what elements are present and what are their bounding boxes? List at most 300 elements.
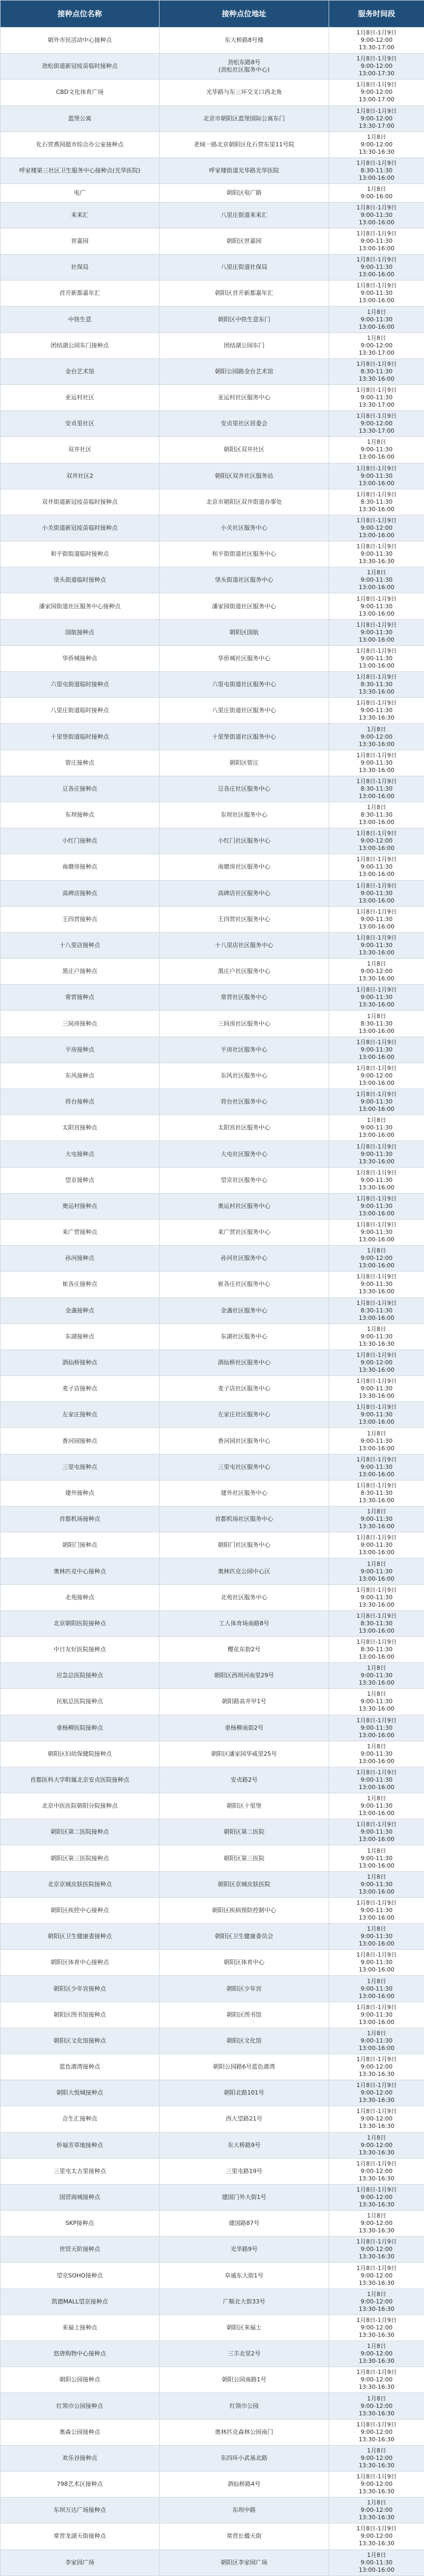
site-name-cell: 麦子店接种点 — [1, 1376, 160, 1402]
site-name-cell: 合生汇接种点 — [1, 2106, 160, 2132]
table-row — [1, 2106, 424, 2132]
service-hours-cell: 1月8日-1月9日 9:00-11:30 13:30-16:00 — [329, 1584, 424, 1610]
service-hours-cell: 1月8日-1月9日 9:00-12:00 13:30-16:30 — [329, 2080, 424, 2106]
service-hours-cell: 1月8日-1月9日 9:00-12:00 13:30-16:30 — [329, 2106, 424, 2132]
service-hours-cell: 1月8日-1月9日 9:00-11:30 13:30-16:00 — [329, 932, 424, 958]
service-hours-cell: 1月8日-1月9日 9:00-11:30 13:00-16:00 — [329, 1402, 424, 1428]
service-hours-cell: 1月8日-1月9日 9:00-12:00 13:00-17:30 — [329, 54, 424, 80]
table-row — [1, 1480, 424, 1506]
site-address-cell: 东湖社区服务中心 — [160, 1324, 329, 1350]
table-row — [1, 645, 424, 671]
table-row — [1, 2549, 424, 2575]
site-name-cell: 应急总医院接种点 — [1, 1663, 160, 1689]
site-name-cell: 蓝色港湾接种点 — [1, 2054, 160, 2080]
service-hours-cell: 1月8日-1月9日 9:00-11:30 13:00-16:00 — [329, 1897, 424, 1923]
service-hours-cell: 1月8日-1月9日 9:00-12:00 13:00-16:00 — [329, 1063, 424, 1089]
site-address-cell: 亚运村社区服务中心 — [160, 384, 329, 410]
table-row — [1, 1689, 424, 1715]
site-name-cell: 双井街道新冠疫苗临时接种点 — [1, 489, 160, 515]
site-name-cell: 潘家园街道社区服务中心接种点 — [1, 593, 160, 619]
table-row — [1, 1950, 424, 1976]
site-address-cell: 八里庄街道社区服务中心 — [160, 698, 329, 724]
site-address-cell: 朝阳区图书馆 — [160, 2002, 329, 2028]
site-address-cell: 朝阳区体育中心 — [160, 1950, 329, 1976]
site-name-cell: 北京朝阳医院接种点 — [1, 1610, 160, 1636]
table-row — [1, 1402, 424, 1428]
table-row — [1, 1350, 424, 1375]
table-row — [1, 2445, 424, 2471]
site-name-cell: 双井社区 — [1, 437, 160, 463]
service-hours-cell: 1月8日-1月9日 9:00-11:30 13:00-16:00 — [329, 880, 424, 906]
site-address-cell: 朝阳公园路金台艺术馆 — [160, 358, 329, 384]
service-hours-cell: 1月8日-1月9日 8:30-11:30 13:30-16:00 — [329, 1480, 424, 1506]
site-name-cell: 东风接种点 — [1, 1063, 160, 1089]
site-address-cell: 将台社区服务中心 — [160, 1089, 329, 1115]
table-row — [1, 1376, 424, 1402]
site-address-cell: 老域一路北京朝阳区化石营东里11号院 — [160, 132, 329, 157]
table-row — [1, 489, 424, 515]
table-row — [1, 1845, 424, 1871]
site-name-cell: 国贸商城接种点 — [1, 2184, 160, 2210]
service-hours-cell: 1月8日 9:00-11:30 13:00-16:00 — [329, 1976, 424, 2002]
table-row — [1, 157, 424, 183]
table-row — [1, 2498, 424, 2524]
site-address-cell: 常营长楹天街 — [160, 2524, 329, 2549]
site-address-cell: 三里屯社区服务中心 — [160, 1454, 329, 1480]
service-hours-cell: 1月8日-1月9日 9:00-11:30 13:30-16:00 — [329, 1141, 424, 1167]
service-hours-cell: 1月8日 9:00-12:00 13:30-16:30 — [329, 2498, 424, 2524]
site-address-cell: 十里堡街道社区服务中心 — [160, 724, 329, 750]
site-name-cell: CBD文化体育广场 — [1, 80, 160, 106]
table-row — [1, 1663, 424, 1689]
table-row — [1, 959, 424, 985]
site-name-cell: 劲松街道新冠疫苗临时接种点 — [1, 54, 160, 80]
site-address-cell: 太阳宫社区服务中心 — [160, 1115, 329, 1141]
site-name-cell: 垡头街道临时接种点 — [1, 567, 160, 593]
service-hours-cell: 1月8日-1月9日 9:00-11:30 13:00-16:00 — [329, 202, 424, 228]
service-hours-cell: 1月8日-1月9日 8:30-11:30 13:00-16:00 — [329, 157, 424, 183]
header-service-hours: 服务时间段 — [329, 1, 424, 28]
site-name-cell: 化石营燕园超市综合办公室接种点 — [1, 132, 160, 157]
table-row — [1, 1037, 424, 1063]
site-address-cell: 西大望路21号 — [160, 2106, 329, 2132]
site-name-cell: 十八里店接种点 — [1, 932, 160, 958]
table-row — [1, 906, 424, 932]
table-row — [1, 2289, 424, 2315]
site-name-cell: 侨福芳草地接种点 — [1, 2132, 160, 2158]
site-address-cell: 东大桥路9号 — [160, 2132, 329, 2158]
table-row — [1, 932, 424, 958]
table-row — [1, 1272, 424, 1298]
site-address-cell: 朝阳公园南路1号 — [160, 2367, 329, 2393]
table-row — [1, 1298, 424, 1324]
service-hours-cell: 1月8日 9:00-11:30 13:00-16:00 — [329, 567, 424, 593]
site-name-cell: 来福士接种点 — [1, 2315, 160, 2341]
site-name-cell: 国航接种点 — [1, 619, 160, 645]
service-hours-cell: 1月8日-1月9日 9:00-11:30 13:00-16:00 — [329, 1532, 424, 1558]
site-address-cell: 朝阳公园路6号蓝色港湾 — [160, 2054, 329, 2080]
table-row — [1, 2158, 424, 2184]
table-row — [1, 358, 424, 384]
site-address-cell: 朝阳区中铁生意东门 — [160, 306, 329, 332]
service-hours-cell: 1月8日-1月9日 9:00-12:00 13:30-16:00 — [329, 1350, 424, 1375]
service-hours-cell: 1月8日 9:00-11:30 13:30-16:00 — [329, 1689, 424, 1715]
service-hours-cell: 1月8日 9:00-11:30 13:00-16:00 — [329, 306, 424, 332]
site-address-cell: 首都机场社区服务中心 — [160, 1506, 329, 1532]
service-hours-cell: 1月8日-1月9日 9:00-11:30 13:30-16:00 — [329, 1376, 424, 1402]
table-row — [1, 776, 424, 802]
service-hours-cell: 1月8日 9:00-11:30 13:00-16:00 — [329, 1793, 424, 1819]
site-name-cell: 朝阳门接种点 — [1, 1532, 160, 1558]
service-hours-cell: 1月8日-1月9日 8:30-11:30 13:00-16:00 — [329, 1610, 424, 1636]
service-hours-cell: 1月8日-1月9日 9:00-11:30 13:00-16:00 — [329, 1454, 424, 1480]
site-name-cell: 朝外市民活动中心接种点 — [1, 28, 160, 54]
table-row — [1, 1532, 424, 1558]
site-address-cell: 望京社区服务中心 — [160, 1167, 329, 1193]
site-name-cell: 朝阳区妇幼保健院接种点 — [1, 1741, 160, 1767]
service-hours-cell: 1月8日 9:00-11:30 13:00-16:00 — [329, 1741, 424, 1767]
site-address-cell: 朝阳区文化馆 — [160, 2028, 329, 2054]
table-row — [1, 132, 424, 157]
site-name-cell: 798艺术区接种点 — [1, 2471, 160, 2497]
site-name-cell: 王四营接种点 — [1, 906, 160, 932]
service-hours-cell: 1月8日-1月9日 9:00-11:30 13:00-16:00 — [329, 1219, 424, 1245]
header-row — [1, 1, 424, 28]
site-address-cell: 朝阳区电广路 — [160, 184, 329, 203]
table-row — [1, 750, 424, 776]
service-hours-cell: 1月8日-1月9日 9:00-11:30 13:00-16:00 — [329, 255, 424, 281]
site-name-cell: 双井社区2 — [1, 463, 160, 489]
service-hours-cell: 1月8日 9:00-11:30 13:00-16:00 — [329, 1428, 424, 1454]
service-hours-cell: 1月8日-1月9日 9:00-11:30 13:30-16:30 — [329, 541, 424, 567]
table-row — [1, 2132, 424, 2158]
site-name-cell: 世贸天阶接种点 — [1, 2237, 160, 2263]
table-row — [1, 2393, 424, 2419]
site-name-cell: 豆各庄接种点 — [1, 776, 160, 802]
site-name-cell: 孙河接种点 — [1, 1246, 160, 1272]
service-hours-cell: 1月8日 9:00-16:00 — [329, 184, 424, 203]
site-address-cell: 樱花东街2号 — [160, 1636, 329, 1662]
site-name-cell: 朝阳区体育中心接种点 — [1, 1950, 160, 1976]
table-row — [1, 1011, 424, 1037]
table-row — [1, 2263, 424, 2289]
table-row — [1, 2028, 424, 2054]
site-address-cell: 来广营社区服务中心 — [160, 1219, 329, 1245]
table-row — [1, 880, 424, 906]
site-name-cell: 小红门接种点 — [1, 828, 160, 854]
table-row — [1, 1897, 424, 1923]
table-row — [1, 2054, 424, 2080]
service-hours-cell: 1月8日 9:00-12:00 13:30-16:00 — [329, 959, 424, 985]
site-address-cell: 朝阳区李家园广场 — [160, 2549, 329, 2575]
service-hours-cell: 1月8日 8:30-11:30 13:00-16:00 — [329, 802, 424, 828]
table-row — [1, 1715, 424, 1741]
site-name-cell: 八里庄街道临时接种点 — [1, 698, 160, 724]
service-hours-cell: 1月8日-1月9日 8:30-11:30 13:00-16:00 — [329, 776, 424, 802]
site-address-cell: 三间房社区服务中心 — [160, 1011, 329, 1037]
table-row — [1, 619, 424, 645]
site-address-cell: 王四营社区服务中心 — [160, 906, 329, 932]
service-hours-cell: 1月8日-1月9日 9:00-12:00 13:30-17:00 — [329, 106, 424, 132]
table-row — [1, 228, 424, 254]
table-row — [1, 28, 424, 54]
service-hours-cell: 1月8日 9:00-12:00 13:30-16:30 — [329, 2393, 424, 2419]
site-address-cell: 平房社区服务中心 — [160, 1037, 329, 1063]
service-hours-cell: 1月8日-1月9日 9:00-11:30 13:00-16:00 — [329, 1819, 424, 1845]
table-row — [1, 306, 424, 332]
table-row — [1, 463, 424, 489]
service-hours-cell: 1月8日 9:00-12:00 13:30-17:00 — [329, 332, 424, 358]
service-hours-cell: 1月8日-1月9日 9:00-12:00 13:30-16:30 — [329, 2471, 424, 2497]
site-address-cell: 朝阳区来福士 — [160, 2315, 329, 2341]
service-hours-cell: 1月8日-1月9日 9:00-11:30 13:00-16:00 — [329, 854, 424, 880]
site-name-cell: 管庄接种点 — [1, 750, 160, 776]
service-hours-cell: 1月8日 9:00-12:00 13:30-16:30 — [329, 2341, 424, 2367]
site-name-cell: 悠唐购物中心接种点 — [1, 2341, 160, 2367]
header-site-name: 接种点位名称 — [1, 1, 160, 28]
site-address-cell: 朝阳区第二医院 — [160, 1819, 329, 1845]
table-row — [1, 1976, 424, 2002]
site-address-cell: 崔各庄社区服务中心 — [160, 1272, 329, 1298]
table-row — [1, 1141, 424, 1167]
table-body — [1, 28, 424, 2576]
site-name-cell: 北苑接种点 — [1, 1584, 160, 1610]
site-name-cell: 金台艺术馆 — [1, 358, 160, 384]
site-name-cell: 蓝堡公寓 — [1, 106, 160, 132]
service-hours-cell: 1月8日-1月9日 9:00-11:30 13:00-16:00 — [329, 463, 424, 489]
table-row — [1, 828, 424, 854]
site-address-cell: 东坝社区服务中心 — [160, 802, 329, 828]
site-name-cell: 小关街道新冠疫苗临时接种点 — [1, 515, 160, 541]
table-row — [1, 985, 424, 1011]
service-hours-cell: 1月8日-1月9日 9:00-12:00 13:00-16:00 — [329, 515, 424, 541]
site-address-cell: 左家庄社区服务中心 — [160, 1402, 329, 1428]
site-address-cell: 呼家楼街道光华路光华医院 — [160, 157, 329, 183]
table-row — [1, 384, 424, 410]
table-row — [1, 1193, 424, 1219]
service-hours-cell: 1月8日-1月9日 9:00-11:30 13:00-16:00 — [329, 2002, 424, 2028]
site-address-cell: 红领巾公园 — [160, 2393, 329, 2419]
site-name-cell: 十里堡街道临时接种点 — [1, 724, 160, 750]
site-address-cell: 华侨城社区服务中心 — [160, 645, 329, 671]
service-hours-cell: 1月8日-1月9日 8:30-11:30 13:30-16:00 — [329, 672, 424, 698]
site-name-cell: 安贞里社区 — [1, 411, 160, 437]
site-name-cell: 崔各庄接种点 — [1, 1272, 160, 1298]
site-name-cell: 望京接种点 — [1, 1167, 160, 1193]
service-hours-cell: 1月8日-1月9日 9:00-12:00 13:30-17:00 — [329, 411, 424, 437]
service-hours-cell: 1月8日-1月9日 9:00-11:30 13:00-16:00 — [329, 1037, 424, 1063]
service-hours-cell: 1月8日-1月9日 9:00-11:30 13:30-16:00 — [329, 750, 424, 776]
site-address-cell: 朝阳区疾病预防控制中心 — [160, 1897, 329, 1923]
service-hours-cell: 1月8日-1月9日 9:00-11:30 13:00-16:00 — [329, 619, 424, 645]
site-address-cell: 黑庄户社区服务中心 — [160, 959, 329, 985]
service-hours-cell: 1月8日-1月9日 8:30-11:30 13:00-16:00 — [329, 1636, 424, 1662]
table-row — [1, 2341, 424, 2367]
site-address-cell: 奥林匹克森林公园南门 — [160, 2419, 329, 2445]
service-hours-cell: 1月8日 9:00-12:00 13:30-16:30 — [329, 2211, 424, 2237]
table-row — [1, 1167, 424, 1193]
site-name-cell: 华侨城接种点 — [1, 645, 160, 671]
table-row — [1, 672, 424, 698]
site-address-cell: 朝阳路高井甲1号 — [160, 1689, 329, 1715]
site-name-cell: 中铁生意 — [1, 306, 160, 332]
service-hours-cell: 1月8日-1月9日 9:00-11:30 13:00-16:00 — [329, 1715, 424, 1741]
site-name-cell: 常营龙湖天街接种点 — [1, 2524, 160, 2549]
site-address-cell: 朝阳区首开新都嘉年汇 — [160, 281, 329, 306]
site-name-cell: 亚运村社区 — [1, 384, 160, 410]
table-row — [1, 332, 424, 358]
service-hours-cell: 1月8日 9:00-11:30 13:00-16:00 — [329, 2549, 424, 2575]
site-name-cell: 三里屯接种点 — [1, 1454, 160, 1480]
site-name-cell: 呼家楼第三社区卫生服务中心接种点(光华医院) — [1, 157, 160, 183]
service-hours-cell: 1月8日 9:00-11:30 13:00-16:00 — [329, 1924, 424, 1950]
site-address-cell: 阜通东大街1号 — [160, 2263, 329, 2289]
site-name-cell: 来来汇 — [1, 202, 160, 228]
site-address-cell: 八里庄街道社保局 — [160, 255, 329, 281]
service-hours-cell: 1月8日-1月9日 9:00-11:30 13:00-16:00 — [329, 228, 424, 254]
service-hours-cell: 1月8日-1月9日 9:00-12:00 13:00-17:00 — [329, 80, 424, 106]
service-hours-cell: 1月8日-1月9日 9:00-11:30 13:00-16:00 — [329, 1089, 424, 1115]
site-name-cell: 电广 — [1, 184, 160, 203]
table-row — [1, 411, 424, 437]
service-hours-cell: 1月8日-1月9日 8:30-11:30 13:30-16:00 — [329, 358, 424, 384]
table-row — [1, 54, 424, 80]
site-name-cell: 酒仙桥接种点 — [1, 1350, 160, 1375]
table-row — [1, 2080, 424, 2106]
site-address-cell: 酒仙桥路4号 — [160, 2471, 329, 2497]
site-address-cell: 东四环小武基北路 — [160, 2445, 329, 2471]
service-hours-cell: 1月8日 8:30-11:30 13:00-16:00 — [329, 1011, 424, 1037]
site-address-cell: 朝阳区世嘉园 — [160, 228, 329, 254]
service-hours-cell: 1月8日-1月9日 9:00-11:30 13:00-16:00 — [329, 593, 424, 619]
site-name-cell: 朝阳公园接种点 — [1, 2367, 160, 2393]
site-name-cell: 欢乐谷接种点 — [1, 2445, 160, 2471]
site-address-cell: 建外社区服务中心 — [160, 1480, 329, 1506]
table-row — [1, 202, 424, 228]
site-name-cell: 太阳宫接种点 — [1, 1115, 160, 1141]
site-address-cell: 酒仙桥社区服务中心 — [160, 1350, 329, 1375]
table-header — [1, 1, 424, 28]
site-name-cell: 奥林匹克中心接种点 — [1, 1558, 160, 1584]
site-name-cell: 来广营接种点 — [1, 1219, 160, 1245]
site-address-cell: 朝阳区第三医院 — [160, 1845, 329, 1871]
table-row — [1, 1610, 424, 1636]
site-name-cell: 左家庄接种点 — [1, 1402, 160, 1428]
service-hours-cell: 1月8日 9:00-11:30 13:00-16:00 — [329, 2028, 424, 2054]
site-name-cell: 六里屯街道临时接种点 — [1, 672, 160, 698]
service-hours-cell: 1月8日 9:00-12:00 13:30-16:00 — [329, 724, 424, 750]
site-name-cell: 朝阳区少年宫接种点 — [1, 1976, 160, 2002]
site-name-cell: 世嘉园 — [1, 228, 160, 254]
table-row — [1, 724, 424, 750]
site-address-cell: 朝阳区卫生健康委员会 — [160, 1924, 329, 1950]
table-row — [1, 854, 424, 880]
service-hours-cell: 1月8日-1月9日 9:00-12:00 13:30-16:30 — [329, 2263, 424, 2289]
service-hours-cell: 1月8日 9:00-11:30 13:00-16:00 — [329, 1558, 424, 1584]
site-address-cell: 劲松东路8号 (劲松社区服务中心) — [160, 54, 329, 80]
table-row — [1, 698, 424, 724]
site-address-cell: 十八里店社区服务中心 — [160, 932, 329, 958]
site-name-cell: 朝阳区文化馆接种点 — [1, 2028, 160, 2054]
site-address-cell: 光华路9号 — [160, 2237, 329, 2263]
table-row — [1, 541, 424, 567]
site-address-cell: 工人体育场南路8号 — [160, 1610, 329, 1636]
site-address-cell: 朝阳北路101号 — [160, 2080, 329, 2106]
table-row — [1, 1871, 424, 1897]
site-address-cell: 朝阳门社区服务中心 — [160, 1532, 329, 1558]
table-row — [1, 567, 424, 593]
service-hours-cell: 1月8日 9:00-12:00 13:30-16:30 — [329, 2445, 424, 2471]
table-row — [1, 106, 424, 132]
site-name-cell: 垂杨柳医院接种点 — [1, 1715, 160, 1741]
service-hours-cell: 1月8日-1月9日 9:00-11:30 13:00-16:00 — [329, 281, 424, 306]
table-row — [1, 1428, 424, 1454]
site-address-cell: 垡头街道社区服务中心 — [160, 567, 329, 593]
service-hours-cell: 1月8日 9:00-12:00 13:30-16:30 — [329, 2132, 424, 2158]
table-row — [1, 2211, 424, 2237]
site-name-cell: 奥森公园接种点 — [1, 2419, 160, 2445]
site-name-cell: 三里屯太古里接种点 — [1, 2158, 160, 2184]
site-address-cell: 奥林匹克公园中心区 — [160, 1558, 329, 1584]
site-address-cell: 朝阳区京城皮肤医院 — [160, 1871, 329, 1897]
site-address-cell: 团结湖公园东门 — [160, 332, 329, 358]
service-hours-cell: 1月8日 9:00-11:30 13:30-16:00 — [329, 1506, 424, 1532]
site-name-cell: 朝阳区卫生健康委接种点 — [1, 1924, 160, 1950]
site-address-cell: 高碑店社区服务中心 — [160, 880, 329, 906]
site-address-cell: 朝阳区管庄 — [160, 750, 329, 776]
site-address-cell: 东坝中路 — [160, 2498, 329, 2524]
site-address-cell: 垂杨柳南街2号 — [160, 1715, 329, 1741]
service-hours-cell: 1月8日 9:00-11:30 13:00-16:00 — [329, 1871, 424, 1897]
service-hours-cell: 1月8日-1月9日 9:00-12:00 13:30-16:30 — [329, 2184, 424, 2210]
table-row — [1, 1584, 424, 1610]
site-address-cell: 潘家园街道社区服务中心 — [160, 593, 329, 619]
table-row — [1, 515, 424, 541]
service-hours-cell: 1月8日-1月9日 9:00-12:00 13:30-16:30 — [329, 2158, 424, 2184]
site-address-cell: 和平街街道社区服务中心 — [160, 541, 329, 567]
site-name-cell: 东湖接种点 — [1, 1324, 160, 1350]
table-row — [1, 281, 424, 306]
table-row — [1, 1819, 424, 1845]
service-hours-cell: 1月8日 9:00-11:30 13:00-16:00 — [329, 1115, 424, 1141]
service-hours-cell: 1月8日-1月9日 9:00-12:00 13:30-16:30 — [329, 2237, 424, 2263]
site-name-cell: 朝阳区第三医院接种点 — [1, 1845, 160, 1871]
site-address-cell: 麦子店社区服务中心 — [160, 1376, 329, 1402]
site-name-cell: 朝阳区第二医院接种点 — [1, 1819, 160, 1845]
service-hours-cell: 1月8日 9:00-11:30 13:00-16:00 — [329, 1845, 424, 1871]
site-address-cell: 朝阳区潘家园华威里25号 — [160, 1741, 329, 1767]
service-hours-cell: 1月8日-1月9日 8:30-11:30 13:00-16:00 — [329, 1298, 424, 1324]
site-name-cell: 民航总医院接种点 — [1, 1689, 160, 1715]
site-name-cell: 奥运村接种点 — [1, 1193, 160, 1219]
service-hours-cell: 1月8日-1月9日 9:00-11:30 13:00-16:00 — [329, 1950, 424, 1976]
site-name-cell: 黑庄户接种点 — [1, 959, 160, 985]
table-row — [1, 1219, 424, 1245]
table-row — [1, 1636, 424, 1662]
service-hours-cell: 1月8日-1月9日 9:00-12:00 13:30-16:30 — [329, 2315, 424, 2341]
service-hours-cell: 1月8日 9:00-12:00 13:30-16:30 — [329, 2289, 424, 2315]
table-row — [1, 1246, 424, 1272]
site-address-cell: 常营社区服务中心 — [160, 985, 329, 1011]
site-address-cell: 安贞路2号 — [160, 1767, 329, 1793]
table-row — [1, 2315, 424, 2341]
site-name-cell: 首都机场接种点 — [1, 1506, 160, 1532]
service-hours-cell: 1月8日-1月9日 9:00-11:30 13:00-16:00 — [329, 906, 424, 932]
table-row — [1, 802, 424, 828]
site-address-cell: 六里屯街道社区服务中心 — [160, 672, 329, 698]
site-address-cell: 南磨房社区服务中心 — [160, 854, 329, 880]
table-row — [1, 1089, 424, 1115]
